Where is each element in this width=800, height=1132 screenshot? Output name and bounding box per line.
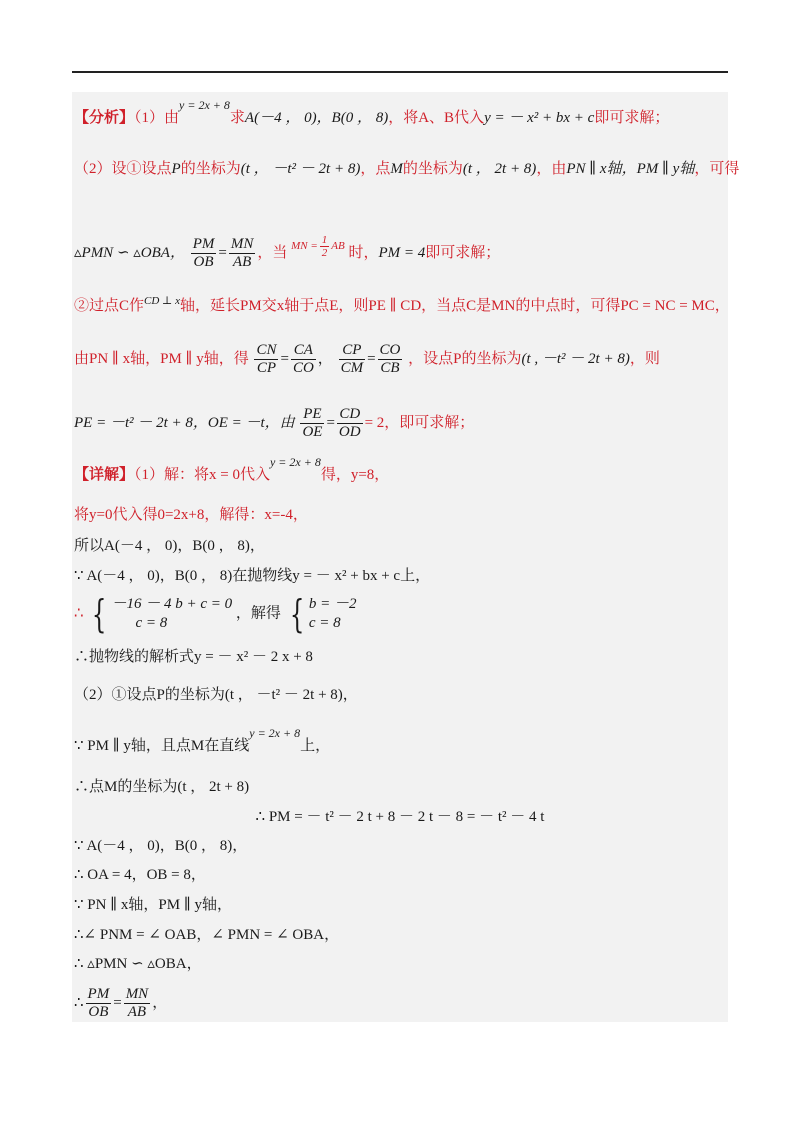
detail-line-12: ∵ PN ∥ x轴，PM ∥ y轴，: [74, 897, 233, 913]
text: b = －2: [308, 596, 357, 612]
text: PM: [87, 986, 110, 1002]
text: 的坐标为: [402, 161, 463, 177]
detail-line-6: （2）①设点P的坐标为(t ， －t² － 2t + 8)，: [74, 687, 358, 703]
detail-line-7: [74, 726, 331, 755]
text: ，设点P的坐标为: [408, 350, 522, 367]
text: y = 2x + 8: [269, 455, 321, 469]
text: MN =: [291, 239, 318, 252]
text: 1: [321, 233, 328, 246]
analysis-line-4: [74, 297, 730, 316]
text: OD: [338, 424, 361, 440]
detail-line-4: ∵ A(－4 ， 0)，B(0 ， 8)在抛物线y = － x² + bx + c上，: [74, 568, 431, 584]
detail-line-1: [74, 455, 390, 484]
detail-heading: 【详解】: [74, 467, 135, 483]
text: PM: [192, 236, 215, 252]
text: 的坐标为: [180, 161, 241, 177]
text: CO: [379, 342, 401, 358]
text: CM: [340, 360, 364, 376]
text: PE: [300, 406, 324, 424]
detail-line-14: ∴ ▵PMN ∽ ▵OBA，: [74, 956, 202, 972]
text: ，当: [257, 244, 288, 261]
text: ，点: [360, 161, 391, 177]
text: 得，y=8，: [320, 467, 390, 483]
text: 2: [321, 246, 328, 259]
detail-line-8: ∴点M的坐标为(t ， 2t + 8): [74, 779, 250, 795]
text: CP: [339, 342, 366, 360]
text: CD: [337, 406, 363, 424]
text: 时，: [348, 244, 379, 261]
text: AB: [127, 1004, 147, 1020]
analysis-line-3: ▵PMN ∽ ▵OBA， $\frac{PM}{OB}$ = $\frac{MN}{AB}$ ，当 MN = $\frac{1}{2}$ AB 时，PM = 4即可求解；: [74, 233, 501, 270]
parabola-equation: y = － x² + bx + c: [484, 110, 595, 126]
text: 上，: [300, 738, 331, 754]
text: AB: [232, 254, 252, 270]
detail-line-9: ∴ PM = － t² － 2 t + 8 － 2 t － 8 = － t² － 4 t: [255, 809, 545, 825]
text: y = 2x + 8: [249, 726, 301, 740]
fraction: [229, 236, 256, 271]
text: ，解得: [235, 605, 281, 622]
text: (t ， －t² － 2t + 8): [240, 161, 361, 177]
text: 即可求解；: [425, 244, 501, 261]
detail-line-10: ∵ A(－4 ， 0)，B(0 ， 8)，: [74, 838, 248, 854]
text: (t , －t² － 2t + 8): [521, 350, 630, 367]
analysis-line-1: [74, 98, 670, 127]
analysis-heading: 【分析】: [74, 110, 135, 126]
text: 由PN ∥ x轴，PM ∥ y轴，得: [74, 350, 249, 367]
text: PM = 4: [378, 244, 426, 261]
text: c = 8: [308, 615, 341, 631]
text: （1）解：将x = 0代入: [134, 467, 270, 483]
text: MN: [230, 236, 254, 252]
text: ，可得: [694, 161, 740, 177]
text: －16 － 4 b + c = 0: [111, 596, 233, 612]
text: OB: [193, 254, 214, 270]
text: ，则: [629, 350, 660, 367]
text: （1）由: [134, 110, 180, 126]
text: CO: [292, 360, 314, 376]
text: M: [390, 161, 403, 177]
text: ②过点C作: [74, 298, 145, 314]
text: OB: [88, 1004, 109, 1020]
text: = 2，即可求解；: [364, 414, 475, 431]
text: （2）设①设点: [74, 161, 172, 177]
text: P: [171, 161, 181, 177]
text: MN: [125, 986, 149, 1002]
text: CP: [256, 360, 277, 376]
text: 求: [229, 110, 245, 126]
detail-line-15: ∴ $\frac{PM}{OB}$ = $\frac{MN}{AB}$ ，: [74, 986, 168, 1020]
text: CB: [380, 360, 400, 376]
detail-line-3: 所以A(－4 ， 0)，B(0 ， 8)，: [74, 538, 265, 554]
text: AB: [331, 239, 345, 252]
analysis-line-5: 由PN ∥ x轴，PM ∥ y轴，得 $\frac{CN}{CP}$ = $\frac{CA}{CO}$ ， $\frac{CP}{CM}$ = $\frac{CO}{CB}$ ，设点P的坐标为(t , －t² － 2t + 8)，则: [74, 342, 660, 376]
text: ∴: [74, 994, 84, 1011]
detail-line-2: 将y=0代入得0=2x+8，解得：x=-4，: [74, 507, 308, 523]
text: CN: [256, 342, 277, 358]
detail-system: ∴ { －16 － 4 b + c = 0 c = 8 ，解得 { b = －2 c = 8: [74, 592, 357, 636]
text: c = 8: [135, 615, 168, 631]
points-ab: A(－4 ， 0)，B(0 ， 8): [244, 110, 389, 126]
text: ∵ PM ∥ y轴，且点M在直线: [74, 738, 250, 754]
line-equation: y = 2x + 8: [179, 98, 230, 112]
text: PN ∥ x轴，PM ∥ y轴: [566, 161, 695, 177]
fraction: [191, 236, 217, 271]
text: (t ， 2t + 8): [462, 161, 537, 177]
text: 即可求解；: [594, 110, 670, 126]
mn-half-ab: [291, 234, 345, 259]
text: CD ⊥ x: [144, 295, 181, 307]
analysis-line-6: PE = －t² － 2t + 8，OE = －t，由 $\frac{PE}{OE}$ = $\frac{CD}{OD}$ = 2，即可求解；: [74, 406, 475, 440]
text: ，: [152, 994, 168, 1011]
text: OE: [302, 424, 323, 440]
text: PE = －t² － 2t + 8，OE = －t，由: [74, 414, 295, 431]
text: ，由: [536, 161, 567, 177]
text: 轴，延长PM交x轴于点E，则PE ∥ CD，当点C是MN的中点时，可得PC = NC = MC，: [180, 298, 730, 314]
text: ，将A、B代入: [388, 110, 485, 126]
text: CA: [291, 342, 316, 360]
text: ▵PMN ∽ ▵OBA，: [74, 244, 185, 261]
header-rule: [72, 71, 728, 73]
detail-line-11: ∴ OA = 4，OB = 8，: [74, 867, 206, 883]
detail-line-13: ∴∠ PNM = ∠ OAB，∠ PMN = ∠ OBA，: [74, 927, 340, 943]
analysis-line-2: [74, 160, 739, 178]
detail-line-5: ∴抛物线的解析式y = － x² － 2 x + 8: [74, 649, 313, 665]
